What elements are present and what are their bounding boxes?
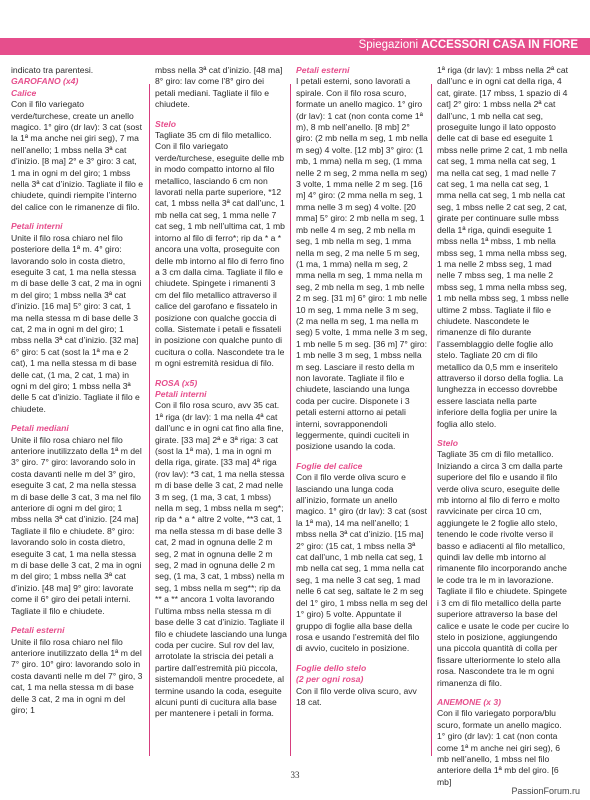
text-column-4 bbox=[437, 65, 569, 788]
text-column-1 bbox=[11, 65, 143, 716]
top-margin bbox=[0, 0, 590, 38]
paragraph: Tagliate 35 cm di filo metallico. Con il filo variegato verde/turchese, eseguite delle mb in modo compatto intorno al filo metallico, lasciando 6 cm non lavorati nella parte superiore, *12 cat, 1 mbss nella 3ª cat dall’unc, 1 mb nella cat seg, 1 mmа nelle 7 cat seg, 1 mb nell’ultima cat, 1 mb intorno al filo di ferro*; rip da * a * ancora una volta, proseguite con delle mb intorno al filo di ferro fino a 3 cm dalla cima. Tagliate il filo e chiudete. Spingete i rimanenti 3 cm del filo metallico attraverso il calice del garofano e fissatelo in posizione con qualche goccia di colla. Sistemate i petali e fissateli in posizione con qualche punto di cucitura o colla. Nascondete tra le m ogni estremità residua di filo. bbox=[155, 130, 285, 369]
article-body bbox=[0, 65, 590, 787]
section-heading: Calice bbox=[11, 87, 37, 98]
column-divider bbox=[431, 84, 432, 756]
section-heading: Petali interni bbox=[11, 221, 63, 232]
section-heading: Stelo bbox=[155, 118, 177, 129]
paragraph: mbss nella 3ª cat d’inizio. [48 ma] 8° giro: lav come l’8° giro dei petali mediani. Tagliate il filo e chiudete. bbox=[155, 65, 283, 110]
paragraph: Con il filo variegato porpora/blu scuro, formate un anello magico. 1° giro (dr lav): 1 cat (non conta come 1ª m anche nei giri seg), 6 mb nell’anello, 1 mbss nel filo anteriore della 1ª mb del giro. [6 mb] bbox=[437, 708, 562, 787]
section-header-title: Spiegazioni ACCESSORI CASA IN FIORE bbox=[358, 39, 578, 51]
section-heading: GAROFANO (x4) bbox=[11, 76, 79, 87]
section-heading: ANEMONE (x 3) bbox=[437, 696, 501, 707]
section-heading: Stelo bbox=[437, 438, 459, 448]
section-header-bar bbox=[0, 38, 590, 55]
section-heading: Foglie del calice bbox=[296, 460, 363, 471]
section-heading: Petali esterni bbox=[296, 65, 350, 75]
paragraph: Tagliate 35 cm di filo metallico. Iniziando a circa 3 cm dalla parte superiore del filo e usando il filo verde oliva scuro, eseguite delle mb intorno al filo di ferro e molto ravvicinate per circa 10 cm, aggiungete le 2 foglie allo stelo, tenendo le code rivolte verso il basso e adiacenti al filo metallico, quindi lav delle mb intorno al rimanente filo incorporando anche le code tra le m in lavorazione. Tagliate il filo e chiudete. Spingete i 3 cm di filo metallico della parte superiore attraverso la base del calice e usate le code per cucire lo stelo in posizione, aggiungendo una piccola quantità di colla per fissare ulteriormente lo stelo alla rosa. Nascondete tra le m ogni rimanenza di filo. bbox=[437, 449, 569, 688]
paragraph: I petali esterni, sono lavorati a spirale. Con il filo rosa scuro, formate un anello magico. 1° giro (dr lav): 1 cat (non conta come 1ª m), 8 mb nell’anello. [8 mb] 2° giro: (2 mb nella m seg, 1 mb nella m seg) 4 volte. [12 mb] 3° giro: (1 mb, 1 mma) nella m seg, (1 mma nelle 2 m seg, 2 mma nella m seg) 3 volte, 1 mma nelle 2 m seg. [16 m] 4° giro: (2 mma nella m seg, 1 mma nelle 3 m seg) 4 volte. [20 mma] 5° giro: 2 mb nella m seg, 1 mb nelle 4 m seg, 2 mb nella m seg, 1 mb nella m seg, 1 mma nella m seg, 2 ma nelle 5 m seg, (1 ma, 1 mma) nella m seg, 2 mma nella m seg, 1 mma nella m seg, 2 mb nella m seg, 1 mb nelle 2 m seg. [31 m] 6° giro: 1 mb nelle 10 m seg, 1 mma nelle 3 m seg, (2 ma nella m seg, 1 ma nella m seg) 5 volte, 1 mma nelle 3 m seg, 1 mb nelle 5 m seg. [36 m] 7° giro: 1 mb nelle 3 m seg, 1 mbss nella m seg. Lasciare il resto della m non lavorate. Tagliate il filo e chiudete, lasciando una lunga coda per cucire. Disponete i 3 petali esterni attorno ai petali interni, sovrapponendoli leggermente, quindi cuciteli in posizione usando la coda. bbox=[296, 76, 428, 452]
paragraph: 1ª riga (dr lav): 1 mbss nella 2ª cat dall’unc e in ogni cat della riga, 4 cat, girate. [17 mbss, 1 spazio di 4 cat] 2° giro: 1 mbss nella 2ª cat dall’unc, 1 mb nella cat seg, proseguite lungo il lato opposto delle cat di base ed eseguite 1 mbss nelle prime 2 cat, 1 mb nella cat seg, 1 mma nella cat seg, 1 ma nella cat seg, 1 mad nelle 7 cat seg, 1 ma nella cat seg, 1 mma nella cat seg, 1 mb nella cat seg, 1 mbss nelle 2 cat seg, 2 cat, girate per continuare sulle mbss della 1ª riga, quindi eseguite 1 mbss nella 1ª mbss, 1 mb nella mbss seg, 1 mma nella mbss seg, 1 ma nelle 2 mbss seg, 1 mad nelle 7 mbss seg, 1 ma nelle 2 mbss seg, 1 mma nella mbss seg, 1 mb nella mbss seg, 1 mbss nelle ultime 2 mbss. Tagliate il filo e chiudete. Nascondete le rimanenze di filo durante l’assemblaggio delle foglie allo stelo. Tagliate 20 cm di filo metallico da 0,5 mm e inseritelo attraverso il dorso della foglia. La lunghezza in eccesso dovrebbe essere lasciata nella parte inferiore della foglia per unire la foglia allo stelo. bbox=[437, 65, 569, 429]
paragraph: Unite il filo rosa chiaro nel filo anteriore inutilizzato della 1ª m del 3° giro. 7° giro: lavorando solo in costa davanti nelle m del 3° giro, eseguite 3 cat, 2 ma nella stessa m di base delle 3 cat, 3 ma nel filo anteriore di ogni m del giro; 1 mbss nella 3ª cat d’inizio. [24 ma] Tagliate il filo e chiudete. 8° giro: lavorando solo in costa dietro, eseguite 3 cat, 1 ma nella stessa m di base delle 3 cat, 2 ma in ogni m del giro; 1 mbss nella 3ª cat d’inizio. [48 ma] 9° giro: lavorate come il 6° giro dei petali interni. Tagliate il filo e chiudete. bbox=[11, 434, 142, 616]
section-heading: Petali esterni bbox=[11, 625, 65, 636]
column-divider bbox=[290, 84, 291, 756]
paragraph: Unite il filo rosa chiaro nel filo anteriore inutilizzato della 1ª m del 7° giro. 10° giro: lavorando solo in costa davanti nelle m del 7° giro, 3 cat, 1 ma nella stessa m di base delle 3 cat, 2 ma in ogni m del giro; 1 bbox=[11, 636, 143, 715]
paragraph: Unite il filo rosa chiaro nel filo posteriore della 1ª m. 4° giro: lavorando solo in costa dietro, eseguite 3 cat, 1 ma nella stessa m di base delle 3 cat, 2 ma in ogni m del giro; 1 mbss nella 3ª cat d’inizio. [16 ma] 5° giro: 3 cat, 1 ma nella stessa m di base delle 3 cat, 2 ma in ogni m del giro; 1 mbss nella 3ª cat d’inizio. [32 ma] 6° giro: 5 cat (sost la 1ª ma e 2 cat), 1 ma nella stessa m di base delle cat, (1 ma, 2 cat, 1 ma) in ogni m del giro; 1 mbss nella 3ª delle 5 cat d’inizio. Tagliate il filo e chiudete. bbox=[11, 232, 142, 414]
text-column-2 bbox=[155, 65, 287, 720]
text-column-3 bbox=[296, 65, 428, 708]
paragraph: Con il filo verde oliva scuro e lasciando una lunga coda all’inizio, formate un anello magico. 1° giro (dr lav): 3 cat (sost la 1ª ma), 14 ma nell’anello; 1 mbss nella 3ª cat d’inizio. [15 ma] 2° giro: (15 cat, 1 mbss nella 3ª cat dall’unc, 1 mb nella cat seg, 1 mb nella cat seg, 1 mma nella cat seg, 1 ma nelle 3 cat seg, 1 mad nelle 6 cat seg, saltate le 2 m seg del 1° giro, 1 mbss nella m seg del 1° giro) 5 volte. Appuntate il gruppo di foglie alla base della rosa e usando l’estremità del filo di avvio, cucitelo in posizione. bbox=[296, 472, 428, 654]
paragraph: Con il filo variegato verde/turchese, create un anello magico. 1° giro (dr lav): 3 cat (sost la 1ª ma anche nei giri seg), 7 ma nell’anello; 1 mbss nella 3ª cat d’inizio. [8 ma] 2° e 3° giro: 3 cat, 1 ma in ogni m del giro; 1 mbss nella 3ª cat d’inizio. Tagliate il filo e chiudete, quindi riempite l’interno del calice con le rimanenze di filo. bbox=[11, 99, 144, 212]
section-heading: (2 per ogni rosa) bbox=[296, 674, 364, 685]
section-heading: Foglie dello stelo bbox=[296, 662, 367, 673]
section-heading: Petali mediani bbox=[11, 423, 69, 434]
paragraph: indicato tra parentesi. bbox=[11, 65, 94, 75]
watermark: PassionForum.ru bbox=[511, 786, 580, 796]
column-divider bbox=[149, 84, 150, 756]
section-heading: Petali interni bbox=[155, 388, 207, 399]
page-number: 33 bbox=[290, 770, 300, 780]
paragraph: Con il filo verde oliva scuro, avv 18 cat. bbox=[296, 685, 417, 707]
paragraph: Con il filo rosa scuro, avv 35 cat. 1ª riga (dr lav): 1 ma nella 4ª cat dall’unc e in ogni cat fino alla fine, girate. [33 ma] 2ª e 3ª riga: 3 cat (sost la 1ª ma), 1 ma in ogni m della riga, girate. [33 ma] 4ª riga (rov lav): *3 cat, 1 ma nella stessa m di base delle 3 cat, 2 mad nelle 3 m seg, (1 ma, 3 cat, 1 mbss) nella m seg, 1 mbss nella m seg*; rip da * a * altre 2 volte, **3 cat, 1 ma nella stessa m di base delle 3 cat, 2 mad in ognuna delle 2 m seg, 2 mat in ognuna delle 2 m seg, 2 mad in ognuna delle 2 m seg, (1 ma, 3 cat, 1 mbss) nella m seg, 1 mbss nella m seg**; rip da ** a ** ancora 1 volta lavorando l’ultima mbss nella stessa m di base delle 3 cat d’inizio. Tagliate il filo e chiudete lasciando una lunga coda per cucire. Sul rov del lav, arrotolate la striscia dei petali a partire dall’estremità più piccola, sistemandoli mentre procedete, al termine usando la coda, eseguite alcuni punti di cucitura alla base per mantenere i petali in forma. bbox=[155, 400, 287, 719]
section-heading: ROSA (x5) bbox=[155, 377, 198, 388]
